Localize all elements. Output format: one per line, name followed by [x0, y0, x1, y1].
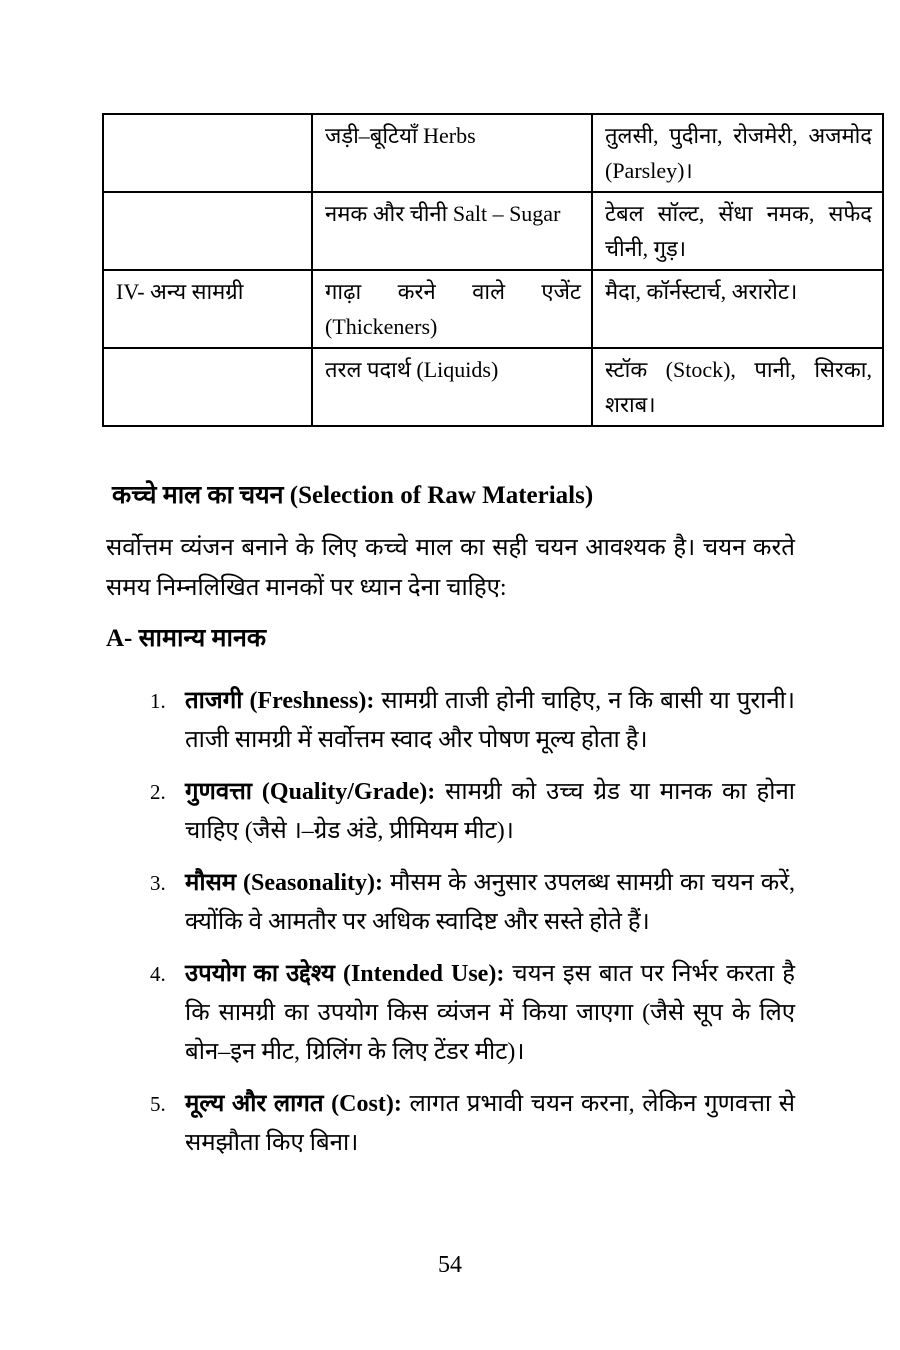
- section-subheading: A- सामान्य मानक: [106, 625, 267, 652]
- table-row: [103, 348, 883, 426]
- table-row: [103, 192, 883, 270]
- list-item-number: 2.: [150, 780, 166, 804]
- table-cell-category: [103, 192, 312, 270]
- list-item: [150, 682, 795, 760]
- list-item-body: [185, 864, 795, 942]
- list-item-lead: मौसम (Seasonality):: [185, 870, 384, 896]
- list-item-number: 4.: [150, 962, 166, 986]
- list-item-text: मौसम के अनुसार उपलब्ध सामग्री का चयन करें, क्योंकि वे आमतौर पर अधिक स्वादिष्ट और सस्ते होते हैं।: [185, 870, 796, 935]
- list-item-text: सामग्री को उच्च ग्रेड या मानक का होना चाहिए (जैसे ।–ग्रेड अंडे, प्रीमियम मीट)।: [185, 779, 796, 844]
- table-row: [103, 270, 883, 348]
- table-cell-type: जड़ी–बूटियाँ Herbs: [312, 114, 592, 192]
- table-cell-type: नमक और चीनी Salt – Sugar: [312, 192, 592, 270]
- table-cell-examples: स्टॉक (Stock), पानी, सिरका, शराब।: [592, 348, 883, 426]
- table-cell-examples: मैदा, कॉर्नस्टार्च, अरारोट।: [592, 270, 883, 348]
- section-intro-paragraph: सर्वोत्तम व्यंजन बनाने के लिए कच्चे माल का सही चयन आवश्यक है। चयन करते समय निम्नलिखित मानकों पर ध्यान देना चाहिए:: [106, 535, 795, 601]
- page-number: 54: [438, 1252, 462, 1278]
- list-item: [150, 1085, 795, 1163]
- list-item-number: 1.: [150, 689, 166, 713]
- table-cell-type: तरल पदार्थ (Liquids): [312, 348, 592, 426]
- list-item-number: 3.: [150, 871, 166, 895]
- list-item-body: [185, 955, 795, 1072]
- list-item-lead: उपयोग का उद्देश्य (Intended Use):: [185, 961, 505, 987]
- list-item: [150, 955, 795, 1072]
- list-item: [150, 773, 795, 851]
- table-cell-type: गाढ़ा करने वाले एजेंट (Thickeners): [312, 270, 592, 348]
- table-row: [103, 114, 883, 192]
- table-cell-category: [103, 348, 312, 426]
- list-item-lead: ताजगी (Freshness):: [185, 688, 375, 714]
- list-item-number: 5.: [150, 1092, 166, 1116]
- table-cell-category: [103, 114, 312, 192]
- list-item-text: सामग्री ताजी होनी चाहिए, न कि बासी या पुरानी। ताजी सामग्री में सर्वोत्तम स्वाद और पोषण मूल्य होता है।: [185, 688, 795, 753]
- ingredients-table: [102, 113, 884, 427]
- list-item-text: चयन इस बात पर निर्भर करता है कि सामग्री का उपयोग किस व्यंजन में किया जाएगा (जैसे सूप के लिए बोन–इन मीट, ग्रिलिंग के लिए टेंडर मीट)।: [185, 961, 796, 1065]
- table-cell-examples: तुलसी, पुदीना, रोजमेरी, अजमोद (Parsley)।: [592, 114, 883, 192]
- table-cell-category: IV- अन्य सामग्री: [103, 270, 312, 348]
- criteria-list: [150, 682, 795, 1163]
- list-item: [150, 864, 795, 942]
- section-heading: कच्चे माल का चयन (Selection of Raw Materials): [112, 482, 594, 509]
- list-item-text: लागत प्रभावी चयन करना, लेकिन गुणवत्ता से समझौता किए बिना।: [185, 1091, 795, 1156]
- list-item-body: [185, 1085, 795, 1163]
- list-item-lead: मूल्य और लागत (Cost):: [185, 1091, 402, 1117]
- list-item-body: [185, 773, 795, 851]
- list-item-body: [185, 682, 795, 760]
- list-item-lead: गुणवत्ता (Quality/Grade):: [185, 779, 436, 805]
- table-cell-examples: टेबल सॉल्ट, सेंधा नमक, सफेद चीनी, गुड़।: [592, 192, 883, 270]
